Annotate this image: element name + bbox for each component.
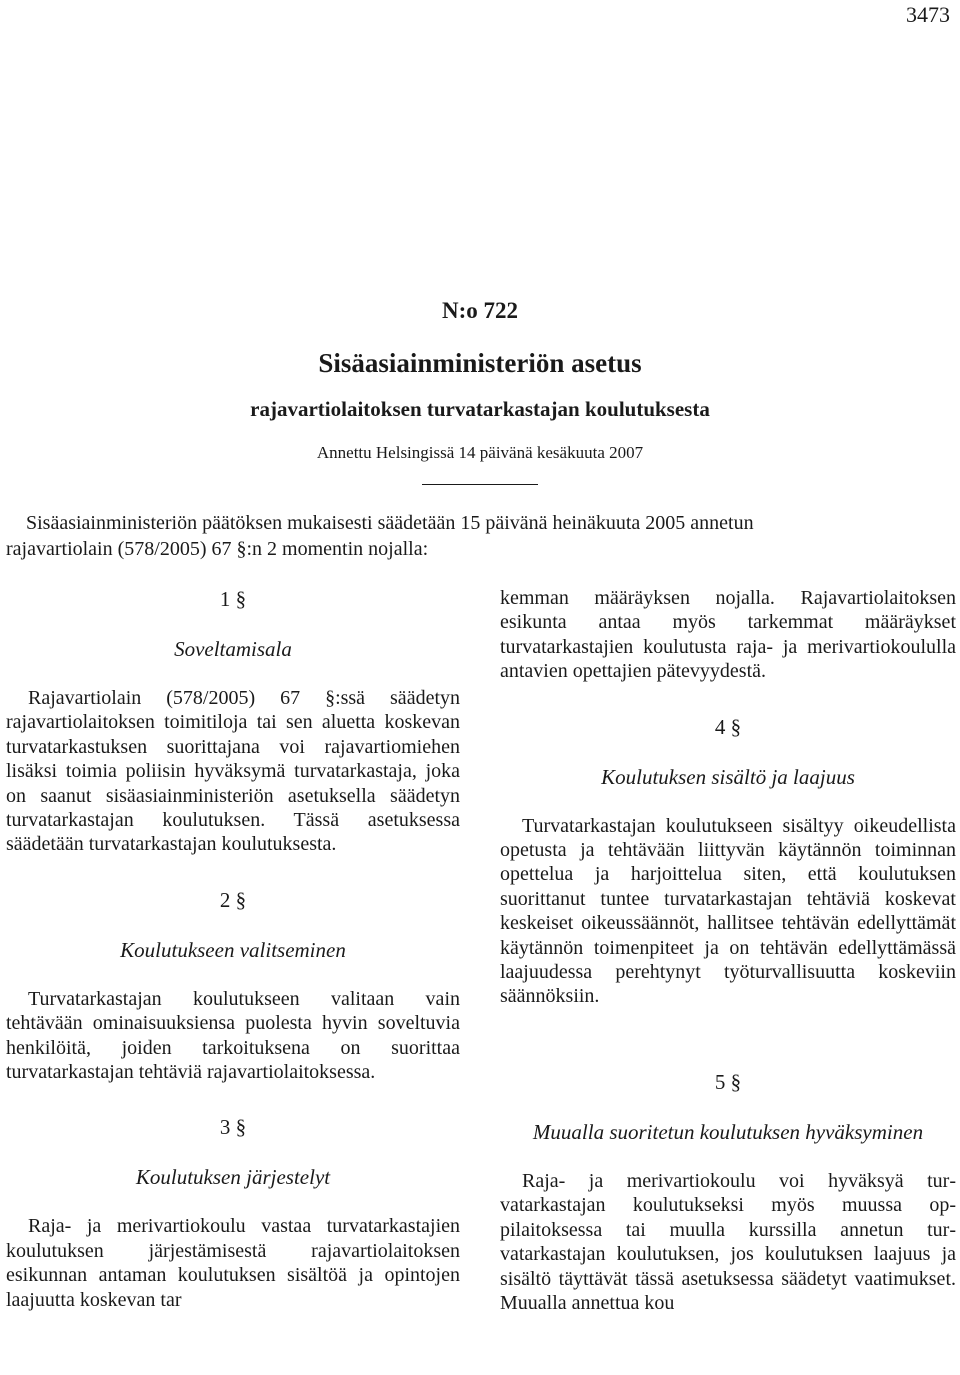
section-1-heading: Soveltamisala	[174, 637, 292, 661]
section-2-text: Turvatarkastajan koulutukseen valitaan vain tehtävään ominaisuuksiensa puolesta hyvin soveltuvia henkilöitä, joiden tarkoituksena on suorittaa turvatarkastajan tehtäviä rajavartiolaitoksessa.	[6, 987, 460, 1084]
preamble-line-1: Sisäasiainministeriön päätöksen mukaisesti säädetään 15 päivänä heinäkuuta 2005 annetun	[26, 512, 754, 534]
section-3-text-part-1: Raja- ja merivartiokoulu vastaa turvatarkastajien koulutuksen järjestämisestä rajavartiolaitoksen esikunnan antaman koulutuksen sisältöä ja opintojen laajuutta koskevan tar	[6, 1215, 460, 1311]
section-4-text: Turvatarkastajan koulutukseen sisältyy oikeudellista opetusta ja tehtävään liittyvän käytännön toiminnan opettelua ja harjoittelua siten, että koulutuksen suorittanut tuntee turvatarkastajan tehtäviä koskevat keskeiset oikeussäännöt, hallitsee tehtävän edellyttämät käytännön toimenpiteet ja on tehtävän edellyttämässä laajuudessa perehtynyt työturvallisuutta koskeviin säännöksiin.	[500, 814, 956, 1008]
preamble	[6, 510, 956, 562]
document-number: N:o 722	[441, 298, 519, 323]
section-1-number: 1 §	[219, 587, 247, 611]
decree-title: Sisäasiainministeriön asetus	[318, 348, 642, 378]
section-4-heading: Koulutuksen sisältö ja laajuus	[601, 764, 855, 789]
section-3-text-part-2: kemman määräyksen nojalla. Rajavartiolaitoksen esikunta antaa myös tarkemmat määräykset turvatarkastajien koulutusta raja- ja merivartiokoululla antavien opettajien pätevyydestä.	[500, 587, 956, 683]
issue-date: Annettu Helsingissä 14 päivänä kesäkuuta 2007	[316, 443, 644, 462]
section-3-heading: Koulutuksen järjestelyt	[135, 1165, 331, 1190]
right-column	[500, 586, 956, 1315]
decree-subtitle: rajavartiolaitoksen turvatarkastajan koulutuksesta	[250, 397, 710, 421]
section-4-number: 4 §	[714, 714, 742, 739]
section-1-text: Rajavartiolain (578/2005) 67 §:ssä säädetyn rajavartiolaitoksen toimitiloja tai sen aluetta koskevan turvatarkastuksen suorittajana voi rajavartiomiehen lisäksi toimia poliisin hyväksymä turvatarkastaja, joka on saanut sisäasiainministeriön asetuksella säädetyn turvatarkastajan koulutuksen. Tässä asetuksessa säädetään turvatarkastajan koulutuksesta.	[6, 687, 460, 856]
section-5-text: Raja- ja merivartiokoulu voi hyväksyä turvatarkastajan koulutukseksi myös muussa oppilaitoksessa tai muulla kurssilla annetun turvatarkastajan koulutuksen, jos koulutuksen laajuus ja sisältö täyttävät tässä asetuksessa säädetyt vaatimukset. Muualla annettua kou	[500, 1169, 956, 1314]
divider-rule	[422, 484, 538, 485]
section-3-number: 3 §	[219, 1115, 247, 1140]
page-number: 3473	[906, 2, 950, 27]
section-5-heading: Muualla suoritetun koulutuksen hyväksyminen	[532, 1119, 924, 1144]
section-2-number: 2 §	[219, 887, 247, 912]
section-2-heading: Koulutukseen valitseminen	[120, 937, 346, 962]
section-5-number: 5 §	[714, 1069, 742, 1094]
preamble-line-2: rajavartiolain (578/2005) 67 §:n 2 momentin nojalla:	[6, 538, 429, 560]
left-column	[6, 586, 460, 1312]
